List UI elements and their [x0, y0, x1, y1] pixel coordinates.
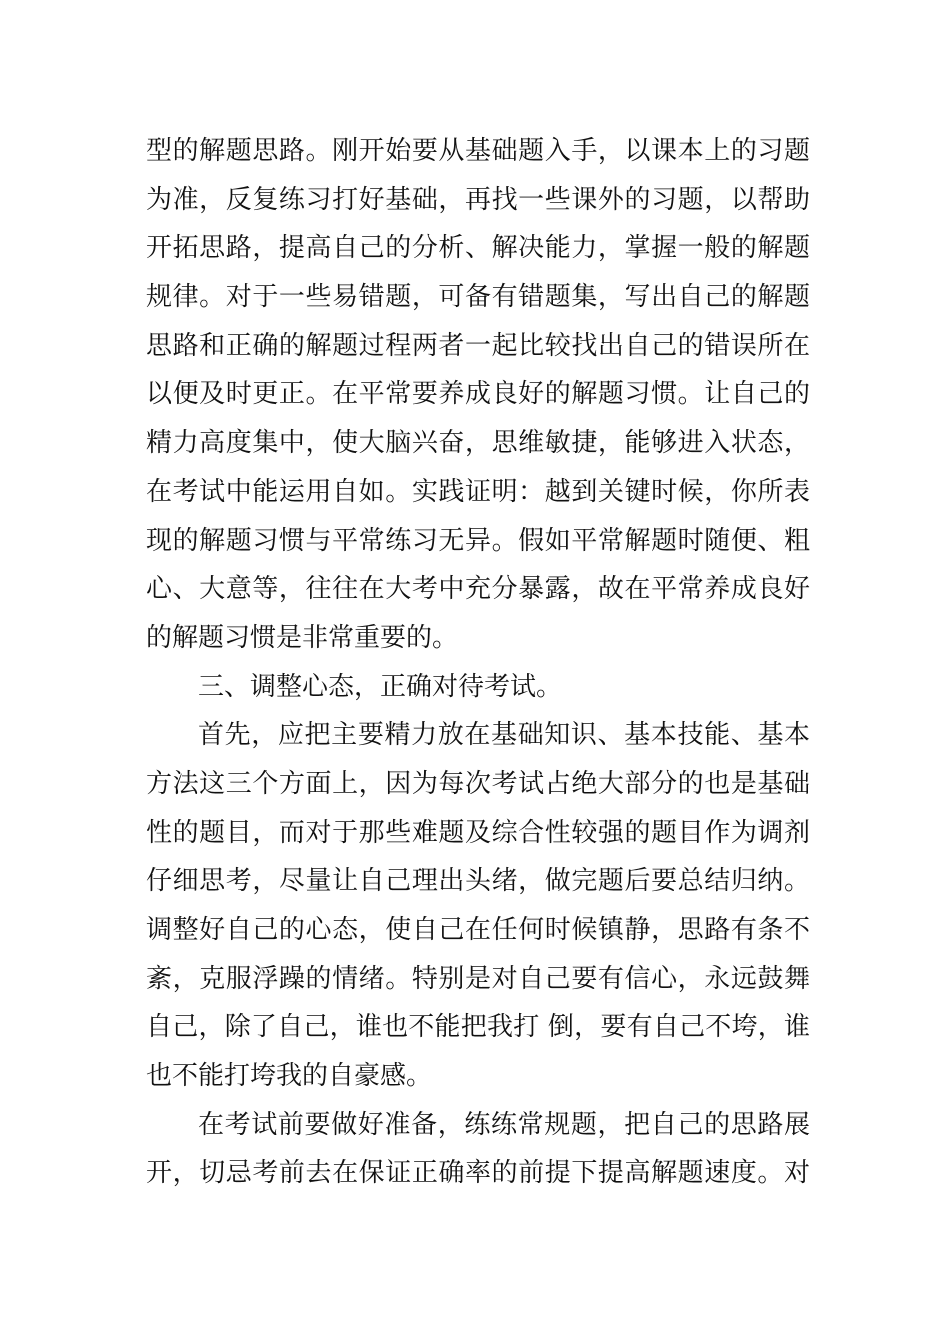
text-line: 紊，克服浮躁的情绪。特别是对自己要有信心，永远鼓舞 — [146, 963, 810, 994]
text-line: 开，切忌考前去在保证正确率的前提下提高解题速度。对 — [146, 1158, 810, 1189]
text-line: 精力高度集中，使大脑兴奋，思维敏捷，能够进入状态， — [146, 428, 810, 459]
text-line: 型的解题思路。刚开始要从基础题入手，以课本上的习题 — [146, 136, 810, 166]
text-line: 首先，应把主要精力放在基础知识、基本技能、基本 — [198, 720, 810, 751]
text-line: 规律。对于一些易错题，可备有错题集，写出自己的解题 — [146, 282, 810, 313]
section-heading: 三、调整心态，正确对待考试。 — [198, 671, 563, 702]
text-line: 调整好自己的心态，使自己在任何时候镇静，思路有条不 — [146, 915, 810, 945]
text-line: 现的解题习惯与平常练习无异。假如平常解题时随便、粗 — [146, 525, 810, 556]
text-line: 开拓思路，提高自己的分析、解决能力，掌握一般的解题 — [146, 233, 810, 264]
text-line: 的解题习惯是非常重要的。 — [146, 622, 459, 653]
text-line: 自己，除了自己，谁也不能把我打 倒，要有自己不垮，谁 — [146, 1012, 810, 1043]
text-line: 仔细思考，尽量让自己理出头绪，做完题后要总结归纳。 — [146, 866, 810, 897]
text-line: 心、大意等，往往在大考中充分暴露，故在平常养成良好 — [146, 574, 810, 605]
text-line: 思路和正确的解题过程两者一起比较找出自己的错误所在 — [146, 330, 810, 361]
text-line: 性的题目，而对于那些难题及综合性较强的题目作为调剂 — [146, 817, 810, 848]
text-line: 也不能打垮我的自豪感。 — [146, 1061, 433, 1092]
text-line: 在考试前要做好准备，练练常规题，把自己的思路展 — [198, 1109, 810, 1140]
text-line: 方法这三个方面上，因为每次考试占绝大部分的也是基础 — [146, 768, 810, 799]
body-text — [146, 127, 810, 1198]
text-line: 在考试中能运用自如。实践证明：越到关键时候，你所表 — [146, 476, 810, 507]
text-line: 以便及时更正。在平常要养成良好的解题习惯。让自己的 — [146, 379, 810, 410]
text-line: 为准，反复练习打好基础，再找一些课外的习题，以帮助 — [146, 184, 810, 215]
